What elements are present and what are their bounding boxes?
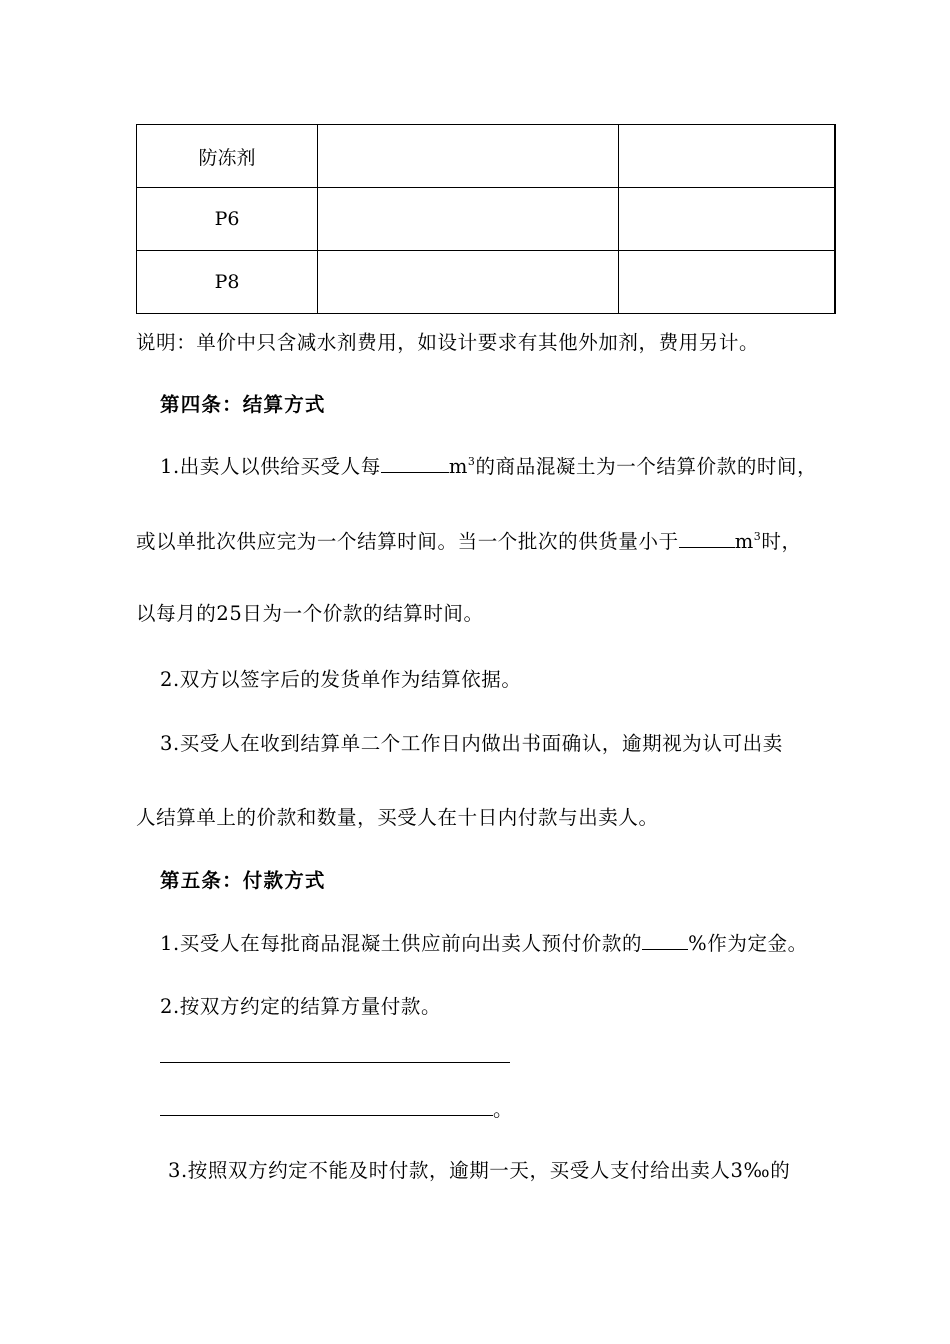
- article-5-para-2: 2.按双方约定的结算方量付款。: [160, 995, 442, 1018]
- article-4-para-2: 2.双方以签字后的发货单作为结算依据。: [160, 668, 522, 691]
- price-table: [136, 124, 836, 314]
- article-4-para-3-line-1: 3.买受人在收到结算单二个工作日内做出书面确认，逾期视为认可出卖: [160, 732, 783, 755]
- table-cell-name: P6: [137, 188, 318, 251]
- article-5-heading: 第五条：付款方式: [160, 869, 326, 892]
- article-4-para-1-line-2: [136, 529, 802, 555]
- unit-text: m: [734, 530, 754, 553]
- unit-superscript: 3: [753, 530, 762, 543]
- article-5-para-1: [160, 931, 808, 957]
- text-segment: 1.出卖人以供给买受人每: [160, 455, 381, 478]
- text-segment: 1.买受人在每批商品混凝土供应前向出卖人预付价款的: [160, 932, 643, 955]
- table-cell-name: P8: [137, 251, 318, 314]
- fill-blank[interactable]: [381, 454, 449, 473]
- table-row: [137, 188, 836, 251]
- unit-text: m: [448, 455, 468, 478]
- fill-blank[interactable]: [679, 529, 735, 548]
- text-segment: 时，: [761, 530, 802, 553]
- article-4-para-1-line-1: [160, 454, 817, 480]
- table-cell: [619, 125, 836, 188]
- article-4-para-3-line-2: 人结算单上的价款和数量，买受人在十日内付款与出卖人。: [136, 806, 659, 829]
- article-4-heading: 第四条：结算方式: [160, 393, 326, 416]
- text-segment: %作为定金。: [688, 932, 808, 955]
- table-cell: [619, 251, 836, 314]
- table-row: [137, 125, 836, 188]
- text-segment: 的商品混凝土为一个结算价款的时间，: [475, 455, 818, 478]
- fill-line[interactable]: [160, 1062, 510, 1063]
- table-cell-name: 防冻剂: [137, 125, 318, 188]
- fill-blank[interactable]: [642, 931, 688, 950]
- article-5-para-3: 3.按照双方约定不能及时付款，逾期一天，买受人支付给出卖人3‰的: [168, 1159, 791, 1182]
- table-note: 说明：单价中只含减水剂费用，如设计要求有其他外加剂，费用另计。: [136, 331, 760, 354]
- table-cell: [318, 125, 619, 188]
- fill-line[interactable]: [160, 1115, 493, 1116]
- article-4-para-1-line-3: 以每月的25日为一个价款的结算时间。: [136, 602, 484, 625]
- table-cell: [318, 251, 619, 314]
- text-segment: 或以单批次供应完为一个结算时间。当一个批次的供货量小于: [136, 530, 679, 553]
- table-cell: [318, 188, 619, 251]
- table-row: [137, 251, 836, 314]
- table-cell: [619, 188, 836, 251]
- line-end-period: 。: [493, 1098, 514, 1121]
- unit-superscript: 3: [467, 455, 476, 468]
